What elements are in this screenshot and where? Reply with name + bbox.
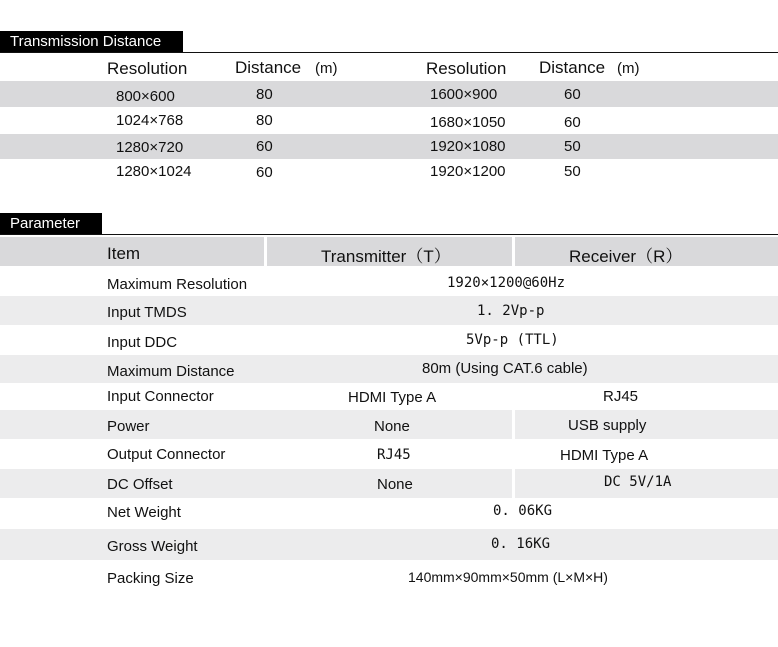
- res-cell: 1680×1050: [430, 114, 506, 131]
- dist-cell: 50: [564, 163, 581, 180]
- param-value: 1920×1200@60Hz: [447, 275, 566, 291]
- param-item: DC Offset: [107, 476, 173, 493]
- res-cell: 1024×768: [116, 112, 184, 129]
- param-item: Power: [107, 418, 150, 435]
- res-cell: 800×600: [116, 88, 175, 105]
- unit-header-1: (m): [315, 60, 338, 77]
- res-cell: 1600×900: [430, 86, 498, 103]
- res-cell: 1920×1080: [430, 138, 506, 155]
- param-item: Output Connector: [107, 446, 226, 463]
- param-item: Maximum Resolution: [107, 276, 248, 293]
- resolution-header-2: Resolution: [426, 59, 507, 78]
- dist-cell: 80: [256, 112, 273, 129]
- param-item: Packing Size: [107, 570, 194, 587]
- param-item: Input TMDS: [107, 304, 187, 321]
- param-tx: HDMI Type A: [348, 389, 437, 406]
- dist-cell: 60: [564, 86, 581, 103]
- distance-header-2: Distance: [539, 58, 606, 77]
- param-item: Input Connector: [107, 388, 214, 405]
- param-rx: RJ45: [603, 388, 639, 405]
- column-divider: [512, 469, 515, 498]
- column-divider: [512, 410, 515, 439]
- param-item: Gross Weight: [107, 538, 198, 555]
- column-divider: [512, 237, 515, 266]
- param-value: 0. 16KG: [491, 536, 551, 552]
- distance-header-1: Distance: [235, 58, 302, 77]
- param-value: 140mm×90mm×50mm (L×M×H): [408, 569, 608, 585]
- param-rx: USB supply: [568, 417, 647, 434]
- resolution-header-1: Resolution: [107, 59, 188, 78]
- parameter-title: Parameter: [0, 213, 102, 234]
- receiver-header: Receiver（R）: [569, 247, 683, 266]
- param-tx: RJ45: [377, 447, 411, 463]
- column-divider: [264, 237, 267, 266]
- res-cell: 1280×720: [116, 139, 184, 156]
- dist-cell: 80: [256, 86, 273, 103]
- dist-cell: 60: [256, 138, 273, 155]
- transmitter-header: Transmitter（T）: [321, 247, 451, 266]
- unit-header-2: (m): [617, 60, 640, 77]
- param-rx: HDMI Type A: [560, 447, 649, 464]
- param-value: 0. 06KG: [493, 503, 553, 519]
- param-rx: DC 5V/1A: [604, 474, 672, 490]
- param-tx: None: [374, 418, 410, 435]
- dist-cell: 60: [564, 114, 581, 131]
- param-value: 1. 2Vp-p: [477, 303, 545, 319]
- dist-cell: 50: [564, 138, 581, 155]
- parameter-rule: [0, 234, 778, 235]
- param-item: Net Weight: [107, 504, 181, 521]
- res-cell: 1920×1200: [430, 163, 506, 180]
- param-value: 5Vp-p (TTL): [466, 332, 559, 348]
- param-value: 80m (Using CAT.6 cable): [422, 360, 588, 377]
- param-item: Maximum Distance: [107, 363, 235, 380]
- item-header: Item: [107, 244, 141, 263]
- param-item: Input DDC: [107, 334, 178, 351]
- transmission-rule: [0, 52, 778, 53]
- dist-cell: 60: [256, 164, 273, 181]
- transmission-title: Transmission Distance: [0, 31, 183, 52]
- res-cell: 1280×1024: [116, 163, 192, 180]
- param-tx: None: [377, 476, 413, 493]
